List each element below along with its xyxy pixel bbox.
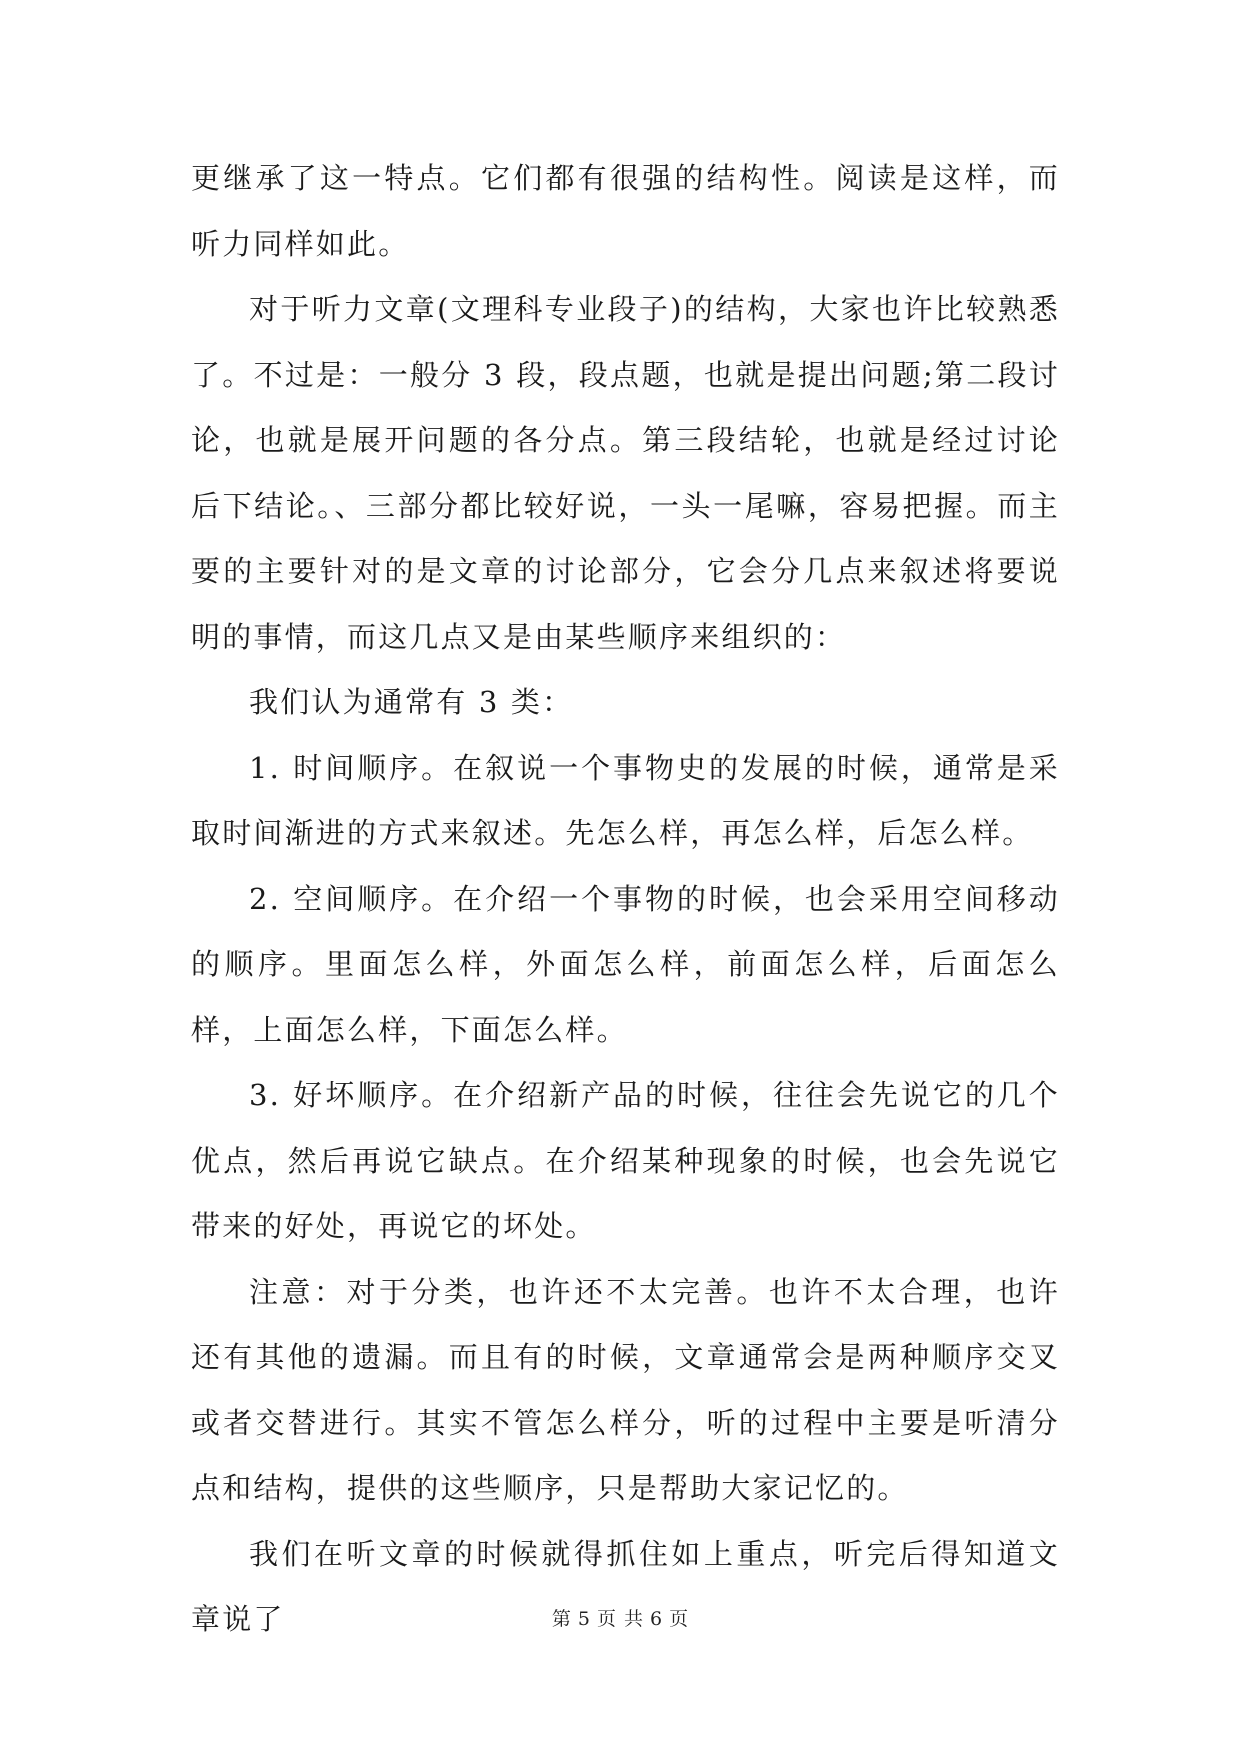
list-item-quality-order: 3. 好坏顺序。在介绍新产品的时候，往往会先说它的几个优点，然后再说它缺点。在介绍某种现象的时候，也会先说它带来的好处，再说它的坏处。	[191, 1078, 1060, 1243]
footer-page-mid: 页 共	[596, 1608, 645, 1630]
list-item-space-order: 2. 空间顺序。在介绍一个事物的时候，也会采用空间移动的顺序。里面怎么样，外面怎么样，前面怎么样，后面怎么样，上面怎么样，下面怎么样。	[191, 881, 1060, 1047]
footer-page-suffix: 页	[669, 1608, 690, 1630]
paragraph-1: 更继承了这一特点。它们都有很强的结构性。阅读是这样，而听力同样如此。	[191, 161, 1060, 261]
note-paragraph: 注意：对于分类，也许还不太完善。也许不太合理，也许还有其他的遗漏。而且有的时候，文章通常会是两种顺序交叉或者交替进行。其实不管怎么样分，听的过程中主要是听清分点和结构，提供的这些顺序，只是帮助大家记忆的。	[191, 1274, 1060, 1505]
list-item-time-order: 1. 时间顺序。在叙说一个事物史的发展的时候，通常是采取时间渐进的方式来叙述。先怎么样，再怎么样，后怎么样。	[191, 750, 1060, 850]
footer-page-number: 5	[577, 1608, 591, 1630]
footer-total-pages: 6	[650, 1608, 664, 1630]
footer-page-prefix: 第	[551, 1608, 572, 1630]
document-body	[191, 146, 1060, 1653]
paragraph-3: 我们认为通常有 3 类：	[249, 685, 574, 719]
paragraph-last: 我们在听文章的时候就得抓住如上重点，听完后得知道文章说了	[191, 1536, 1060, 1636]
paragraph-2: 对于听力文章(文理科专业段子)的结构，大家也许比较熟悉了。不过是：一般分 3 段，段点题，也就是提出问题;第二段讨论，也就是展开问题的各分点。第三段结轮，也就是经过讨论后下结论。、三部分都比较好说，一头一尾嘛，容易把握。而主要的主要针对的是文章的讨论部分，它会分几点来叙述将要说明的事情，而这几点又是由某些顺序来组织的：	[191, 292, 1060, 654]
page-footer	[0, 1604, 1241, 1631]
